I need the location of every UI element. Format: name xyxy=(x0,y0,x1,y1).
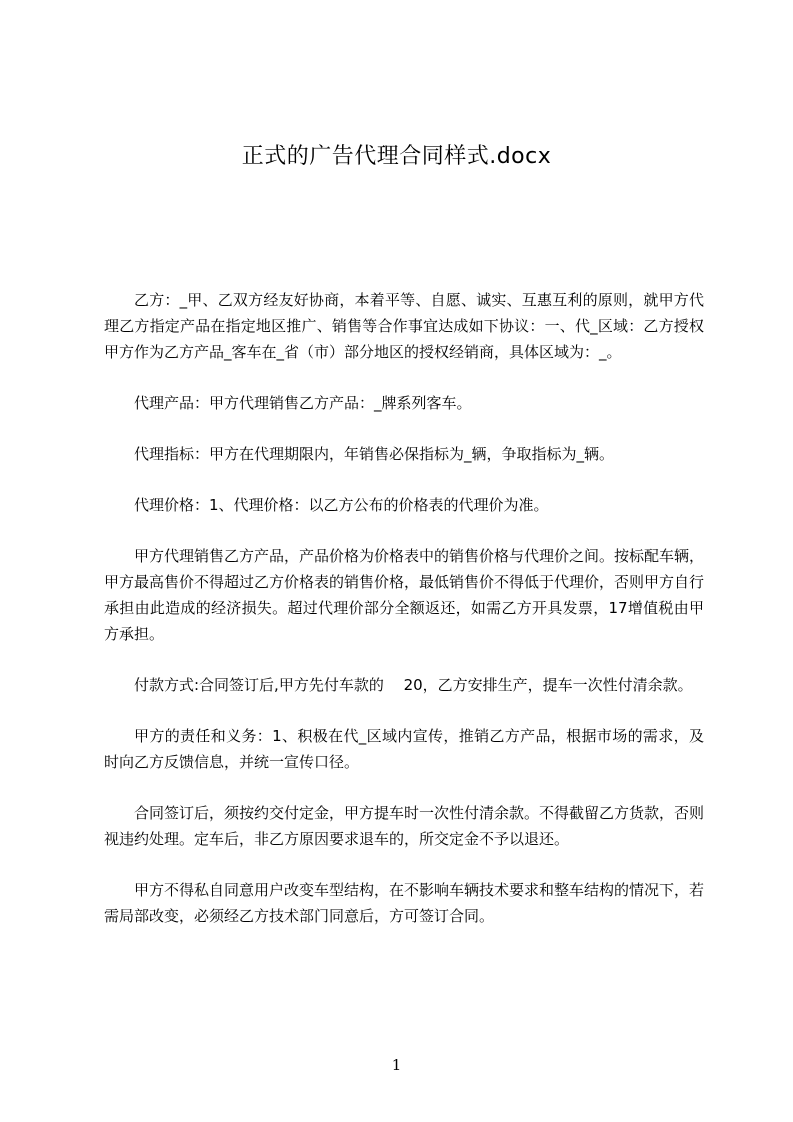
page-number: 1 xyxy=(391,1056,402,1074)
paragraph-structure-change: 甲方不得私自同意用户改变车型结构，在不影响车辆技术要求和整车结构的情况下，若需局部改变，必须经乙方技术部门同意后，方可签订合同。 xyxy=(104,881,705,925)
paragraph-price-range: 甲方代理销售乙方产品，产品价格为价格表中的销售价格与代理价之间。按标配车辆，甲方最高售价不得超过乙方价格表的销售价格，最低销售价不得低于代理价，否则甲方自行承担由此造成的经济损失。超过代理价部分全额返还，如需乙方开具发票，17增值税由甲方承担。 xyxy=(104,547,705,643)
paragraph-agency-target: 代理指标：甲方在代理期限内，年销售必保指标为_辆，争取指标为_辆。 xyxy=(134,445,615,463)
paragraph-payment-method: 付款方式:合同签订后,甲方先付车款的 20，乙方安排生产，提车一次性付清余款。 xyxy=(134,676,693,694)
paragraph-party-a-duties: 甲方的责任和义务：1、积极在代_区域内宣传，推销乙方产品，根据市场的需求，及时向乙方反馈信息，并统一宣传口径。 xyxy=(104,727,704,771)
document-body xyxy=(104,287,704,954)
paragraph-agency-price: 代理价格：1、代理价格：以乙方公布的价格表的代理价为准。 xyxy=(134,496,549,514)
paragraph-intro: 乙方：_甲、乙双方经友好协商，本着平等、自愿、诚实、互惠互利的原则，就甲方代理乙方指定产品在指定地区推广、销售等合作事宜达成如下协议：一、代_区域：乙方授权甲方作为乙方产品_客车在_省（市）部分地区的授权经销商，具体区域为：_。 xyxy=(104,291,704,361)
paragraph-deposit: 合同签订后，须按约交付定金，甲方提车时一次性付清余款。不得截留乙方货款，否则视违约处理。定车后，非乙方原因要求退车的，所交定金不予以退还。 xyxy=(104,804,705,848)
paragraph-agency-product: 代理产品：甲方代理销售乙方产品：_牌系列客车。 xyxy=(134,394,472,412)
document-title: 正式的广告代理合同样式.docx xyxy=(241,144,552,169)
